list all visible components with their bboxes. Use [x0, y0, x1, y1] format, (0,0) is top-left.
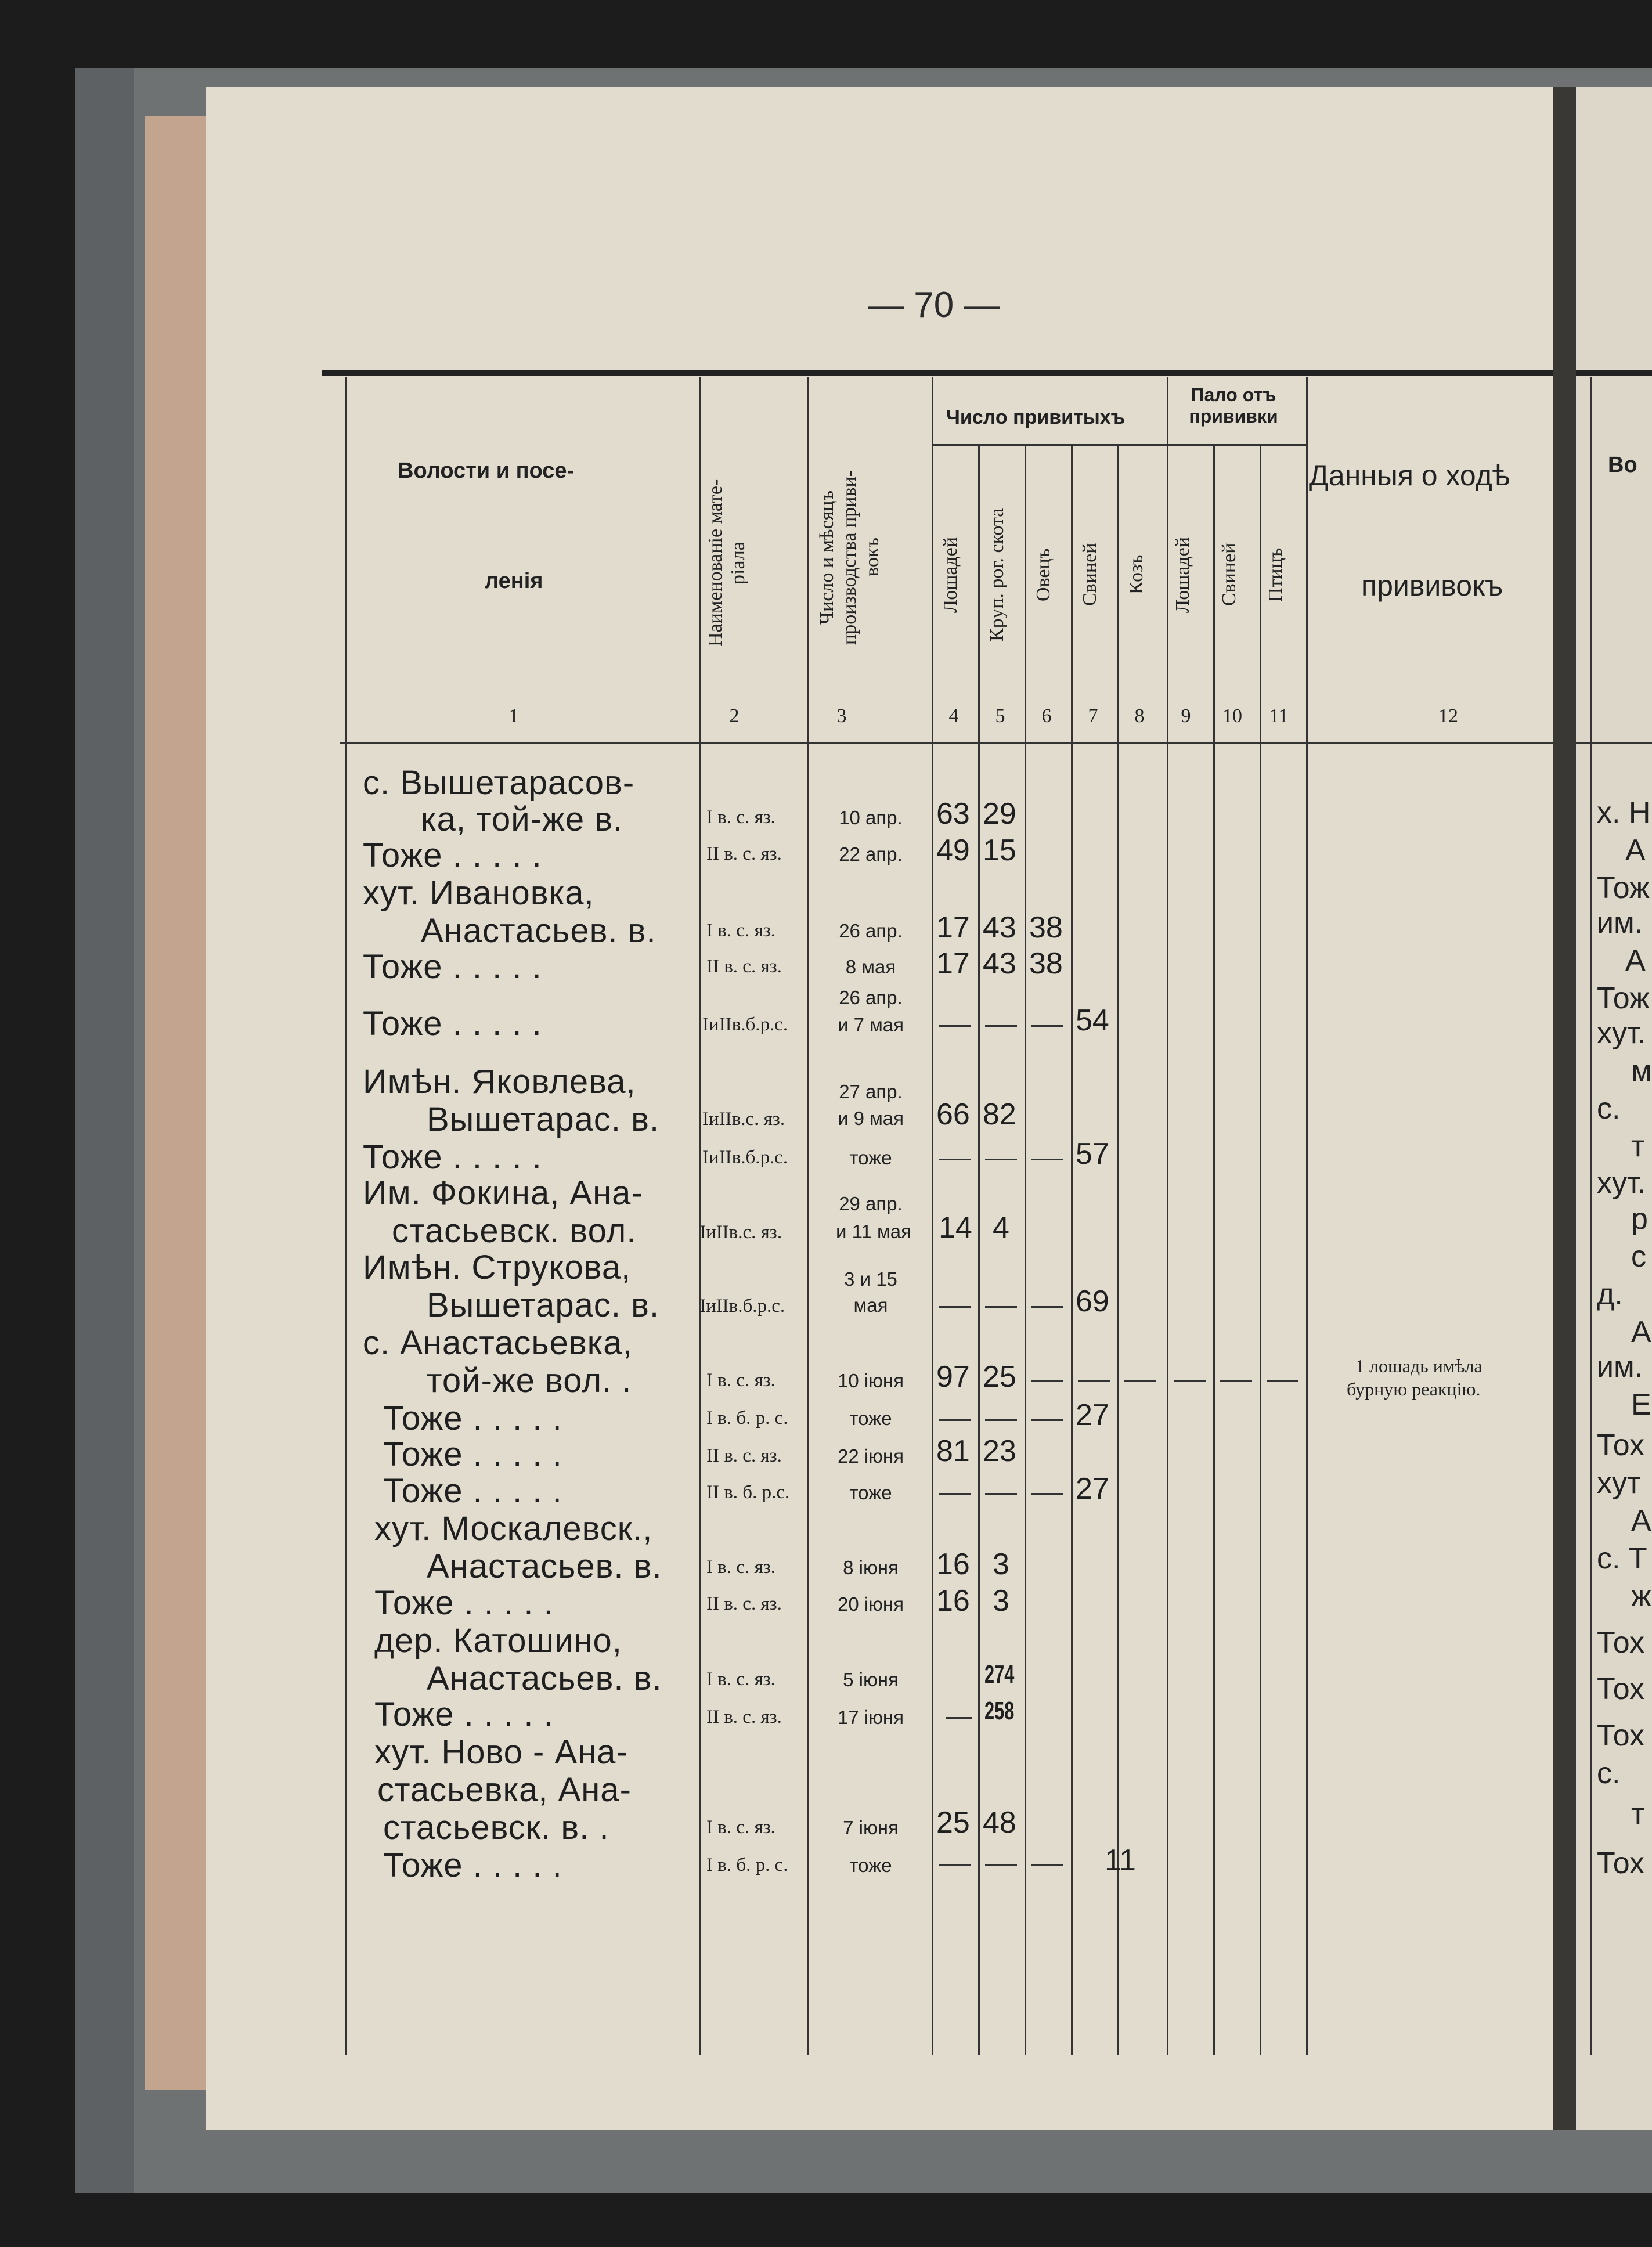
header-bottom-rule	[340, 742, 1553, 744]
row14-date: 8 іюня	[843, 1557, 899, 1578]
row5-name: Тоже . . . . .	[363, 1005, 542, 1043]
row18-cattle: 48	[983, 1806, 1016, 1840]
row10-material: I в. с. яз.	[706, 1370, 775, 1391]
col-line-7	[1117, 444, 1119, 2055]
row1-name-b: ка, той-же в.	[421, 800, 623, 838]
row3-material: I в. с. яз.	[706, 920, 775, 941]
header-pigs: Свиней	[1079, 543, 1101, 607]
row4-material: II в. с. яз.	[706, 956, 782, 977]
row11-pigs: 27	[1076, 1398, 1109, 1432]
next-line: Тох	[1597, 1672, 1645, 1706]
row11-horses-dash	[939, 1419, 971, 1421]
header-group-died: Пало отъ прививки	[1189, 384, 1278, 427]
row6-date-a: 27 апр.	[839, 1081, 903, 1102]
col-line-2	[807, 377, 809, 2055]
colnum-6: 6	[1041, 705, 1052, 727]
row9-horses-dash	[939, 1306, 971, 1308]
header-cattle: Круп. рог. скота	[986, 508, 1008, 641]
row17-cattle: 258	[984, 1697, 1015, 1725]
next-line: д.	[1597, 1278, 1623, 1311]
next-line: Тож	[1597, 982, 1650, 1015]
next-line: Тох	[1597, 1626, 1645, 1660]
row18-name-c: стасьевск. в. .	[383, 1809, 609, 1846]
next-line: т	[1631, 1130, 1645, 1163]
row8-material: IиIIв.с. яз.	[699, 1222, 782, 1243]
row8-date-b: и 11 мая	[836, 1221, 911, 1242]
row5-sheep-dash	[1031, 1025, 1063, 1027]
row6-name-b: Вышетарас. в.	[427, 1101, 660, 1138]
next-line: Е	[1631, 1388, 1651, 1422]
next-page-header-rule	[1576, 742, 1652, 744]
header-col1b: ленія	[485, 569, 543, 593]
row7-cattle-dash	[985, 1159, 1017, 1160]
next-line: р	[1631, 1202, 1648, 1236]
row10-note-b: бурную реакцію.	[1347, 1379, 1481, 1400]
row5-pigs: 54	[1076, 1004, 1109, 1037]
row19-horses-dash	[939, 1864, 971, 1866]
col-line-10	[1260, 444, 1261, 2055]
next-page-rule	[1576, 370, 1652, 376]
row2-material: II в. с. яз.	[706, 843, 782, 864]
row14-name-a: хут. Москалевск.,	[374, 1510, 653, 1548]
top-rule	[322, 370, 1553, 376]
next-line: им.	[1597, 1350, 1643, 1384]
row4-name: Тоже . . . . .	[363, 948, 542, 986]
row1-date: 10 апр.	[839, 807, 903, 828]
next-line: хут.	[1597, 1016, 1646, 1050]
row18-name-b: стасьевка, Ана-	[377, 1771, 632, 1809]
row5-date-b: и 7 мая	[837, 1014, 904, 1036]
row8-horses: 14	[939, 1211, 972, 1245]
row4-date: 8 мая	[845, 956, 896, 978]
row19-date: тоже	[849, 1855, 892, 1876]
header-col12a: Данныя о ходѣ	[1309, 459, 1510, 492]
row13-pigs: 27	[1076, 1472, 1109, 1506]
row2-date: 22 апр.	[839, 843, 903, 865]
row13-material: II в. б. р.с.	[706, 1482, 790, 1503]
row15-horses: 16	[936, 1584, 970, 1618]
next-line: х. Н	[1597, 796, 1651, 829]
next-line: т	[1631, 1797, 1645, 1831]
row9-material: IиIIв.б.р.с.	[699, 1296, 785, 1317]
row4-sheep: 38	[1029, 947, 1063, 980]
row7-name: Тоже . . . . .	[363, 1138, 542, 1176]
row11-date: тоже	[849, 1408, 892, 1429]
row12-date: 22 іюня	[837, 1445, 904, 1467]
header-col2: Наименованіе мате- ріала	[705, 479, 749, 647]
row6-cattle: 82	[983, 1098, 1016, 1131]
col-line-4	[978, 444, 980, 2055]
row16-name-a: дер. Катошино,	[374, 1622, 622, 1660]
row9-sheep-dash	[1031, 1306, 1063, 1308]
row19-goats: 11	[1105, 1844, 1136, 1877]
row5-date-a: 26 апр.	[839, 987, 903, 1008]
row10-goats-dash	[1124, 1380, 1156, 1382]
row2-horses: 49	[936, 834, 970, 867]
header-died-pigs: Свиней	[1218, 543, 1240, 607]
row18-horses: 25	[936, 1806, 970, 1840]
col-line-9	[1213, 444, 1215, 2055]
colnum-2: 2	[729, 705, 740, 727]
row10-cattle: 25	[983, 1360, 1016, 1394]
next-line: А	[1631, 1504, 1651, 1538]
row10-date: 10 іюня	[837, 1370, 904, 1391]
row2-cattle: 15	[983, 834, 1016, 867]
row10-pigs-dash	[1078, 1380, 1110, 1382]
next-line: Тож	[1597, 871, 1650, 905]
row17-name: Тоже . . . . .	[374, 1696, 554, 1733]
next-line: А	[1625, 834, 1646, 867]
colnum-1: 1	[508, 705, 519, 727]
row13-cattle-dash	[985, 1493, 1017, 1495]
row12-horses: 81	[936, 1434, 970, 1468]
row17-horses-dash	[946, 1717, 972, 1719]
row7-pigs: 57	[1076, 1137, 1109, 1171]
row5-horses-dash	[939, 1025, 971, 1027]
row19-material: I в. б. р. с.	[706, 1855, 788, 1875]
row1-name-a: с. Вышетарасов-	[363, 764, 635, 802]
header-subrule-died	[1167, 444, 1306, 446]
row3-date: 26 апр.	[839, 920, 903, 942]
row10-name-b: той-же вол. .	[427, 1362, 632, 1400]
row15-cattle: 3	[993, 1584, 1009, 1618]
row16-date: 5 іюня	[843, 1669, 899, 1690]
colnum-10: 10	[1222, 705, 1242, 727]
row4-cattle: 43	[983, 947, 1016, 980]
header-group-vaccinated: Число привитыхъ	[946, 406, 1126, 428]
row18-name-a: хут. Ново - Ана-	[374, 1733, 628, 1771]
colnum-5: 5	[995, 705, 1005, 727]
row8-cattle: 4	[993, 1211, 1009, 1245]
row15-name: Тоже . . . . .	[374, 1584, 554, 1622]
row19-name: Тоже . . . . .	[383, 1846, 562, 1884]
row16-name-b: Анастасьев. в.	[427, 1660, 662, 1697]
row7-sheep-dash	[1031, 1159, 1063, 1160]
header-col12b: прививокъ	[1361, 569, 1503, 602]
row12-cattle: 23	[983, 1434, 1016, 1468]
header-goats: Козъ	[1126, 554, 1147, 595]
row9-pigs: 69	[1076, 1285, 1109, 1318]
col-line-8	[1167, 377, 1168, 2055]
row3-sheep: 38	[1029, 911, 1063, 944]
row14-material: I в. с. яз.	[706, 1557, 775, 1578]
row8-date-a: 29 апр.	[839, 1193, 903, 1214]
row7-horses-dash	[939, 1159, 971, 1160]
colnum-11: 11	[1269, 705, 1289, 727]
col-line-3	[932, 377, 933, 2055]
row16-cattle: 274	[984, 1660, 1015, 1689]
row15-material: II в. с. яз.	[706, 1593, 782, 1614]
row15-date: 20 іюня	[837, 1593, 904, 1615]
next-line: с	[1631, 1240, 1646, 1274]
row7-date: тоже	[849, 1147, 892, 1168]
row11-name: Тоже . . . . .	[383, 1400, 562, 1437]
row13-name: Тоже . . . . .	[383, 1472, 562, 1510]
header-died-birds: Птицъ	[1265, 547, 1286, 602]
next-line: с. Т	[1597, 1542, 1647, 1575]
colnum-9: 9	[1181, 705, 1191, 727]
row8-name-a: Им. Фокина, Ана-	[363, 1174, 643, 1212]
next-line: м	[1631, 1054, 1652, 1088]
row10-died-birds-dash	[1267, 1380, 1298, 1382]
header-sheep: Овецъ	[1033, 548, 1054, 601]
next-line: Тох	[1597, 1846, 1645, 1880]
next-line: с.	[1597, 1757, 1621, 1790]
col-line-6	[1071, 444, 1073, 2055]
row17-material: II в. с. яз.	[706, 1707, 782, 1727]
row9-name-b: Вышетарас. в.	[427, 1286, 660, 1324]
row19-cattle-dash	[985, 1864, 1017, 1866]
header-died-horses: Лошадей	[1172, 536, 1193, 613]
row1-cattle: 29	[983, 797, 1016, 831]
row18-date: 7 іюня	[843, 1817, 899, 1838]
row12-material: II в. с. яз.	[706, 1445, 782, 1466]
colnum-7: 7	[1088, 705, 1098, 727]
header-col3: Число и мѣсяцъ производства приви- вокъ	[816, 470, 883, 645]
row13-date: тоже	[849, 1482, 892, 1503]
row19-sheep-dash	[1031, 1864, 1063, 1866]
next-line: ж	[1631, 1579, 1651, 1613]
row9-date-b: мая	[853, 1294, 888, 1316]
row3-horses: 17	[936, 911, 970, 944]
page-number: — 70 —	[868, 285, 1000, 325]
row8-name-b: стасьевск. вол.	[392, 1212, 637, 1250]
row9-name-a: Имѣн. Струкова,	[363, 1249, 632, 1286]
next-line: Тох	[1597, 1429, 1645, 1462]
next-page-col-line	[1590, 377, 1592, 2055]
colnum-3: 3	[836, 705, 847, 727]
row14-cattle: 3	[993, 1548, 1009, 1581]
next-line: хут.	[1597, 1166, 1646, 1200]
row1-horses: 63	[936, 797, 970, 831]
row18-material: I в. с. яз.	[706, 1817, 775, 1838]
row3-name-a: хут. Ивановка,	[363, 874, 594, 912]
row10-died-pigs-dash	[1220, 1380, 1252, 1382]
next-page	[1576, 87, 1652, 2130]
next-line: им.	[1597, 906, 1643, 940]
row6-date-b: и 9 мая	[837, 1108, 904, 1129]
page-stack-edge	[145, 116, 206, 2090]
row14-name-b: Анастасьев. в.	[427, 1548, 662, 1585]
row5-cattle-dash	[985, 1025, 1017, 1027]
next-line: А	[1625, 944, 1646, 978]
row13-horses-dash	[939, 1493, 971, 1495]
next-line: Тох	[1597, 1719, 1645, 1752]
row10-horses: 97	[936, 1360, 970, 1394]
row5-material: IиIIв.б.р.с.	[702, 1014, 788, 1035]
row2-name: Тоже . . . . .	[363, 836, 542, 874]
row9-date-a: 3 и 15	[844, 1268, 897, 1290]
next-line: хут	[1597, 1466, 1641, 1500]
book-page	[206, 87, 1553, 2130]
colnum-4: 4	[948, 705, 959, 727]
row7-material: IиIIв.б.р.с.	[702, 1147, 788, 1168]
book-gutter	[1553, 87, 1576, 2130]
colnum-8: 8	[1134, 705, 1145, 727]
row17-date: 17 іюня	[837, 1707, 904, 1728]
row11-cattle-dash	[985, 1419, 1017, 1421]
row10-sheep-dash	[1031, 1380, 1063, 1382]
row13-sheep-dash	[1031, 1493, 1063, 1495]
book-cover-edge	[75, 68, 134, 2193]
row4-horses: 17	[936, 947, 970, 980]
row10-name-a: с. Анастасьевка,	[363, 1324, 633, 1362]
row9-cattle-dash	[985, 1306, 1017, 1308]
header-horses: Лошадей	[940, 536, 961, 613]
col-line-0	[345, 377, 347, 2055]
row11-sheep-dash	[1031, 1419, 1063, 1421]
row10-note-a: 1 лошадь имѣла	[1355, 1355, 1483, 1376]
row6-horses: 66	[936, 1098, 970, 1131]
next-line: с.	[1597, 1092, 1621, 1126]
row14-horses: 16	[936, 1548, 970, 1581]
header-subrule-vaccinated	[932, 444, 1175, 446]
col-line-5	[1025, 444, 1026, 2055]
row6-material: IиIIв.с. яз.	[702, 1109, 785, 1130]
header-col1: Волости и посе-	[398, 459, 575, 483]
row3-name-b: Анастасьев. в.	[421, 912, 657, 950]
col-line-11	[1306, 377, 1308, 2055]
row10-died-horses-dash	[1174, 1380, 1206, 1382]
row11-material: I в. б. р. с.	[706, 1408, 788, 1429]
colnum-12: 12	[1438, 705, 1458, 727]
row6-name-a: Имѣн. Яковлева,	[363, 1063, 636, 1101]
col-line-1	[699, 377, 701, 2055]
row12-name: Тоже . . . . .	[383, 1436, 562, 1473]
row16-material: I в. с. яз.	[706, 1669, 775, 1690]
next-page-header: Во	[1608, 453, 1637, 477]
next-line: А	[1631, 1315, 1651, 1349]
row3-cattle: 43	[983, 911, 1016, 944]
row1-material: I в. с. яз.	[706, 807, 775, 828]
